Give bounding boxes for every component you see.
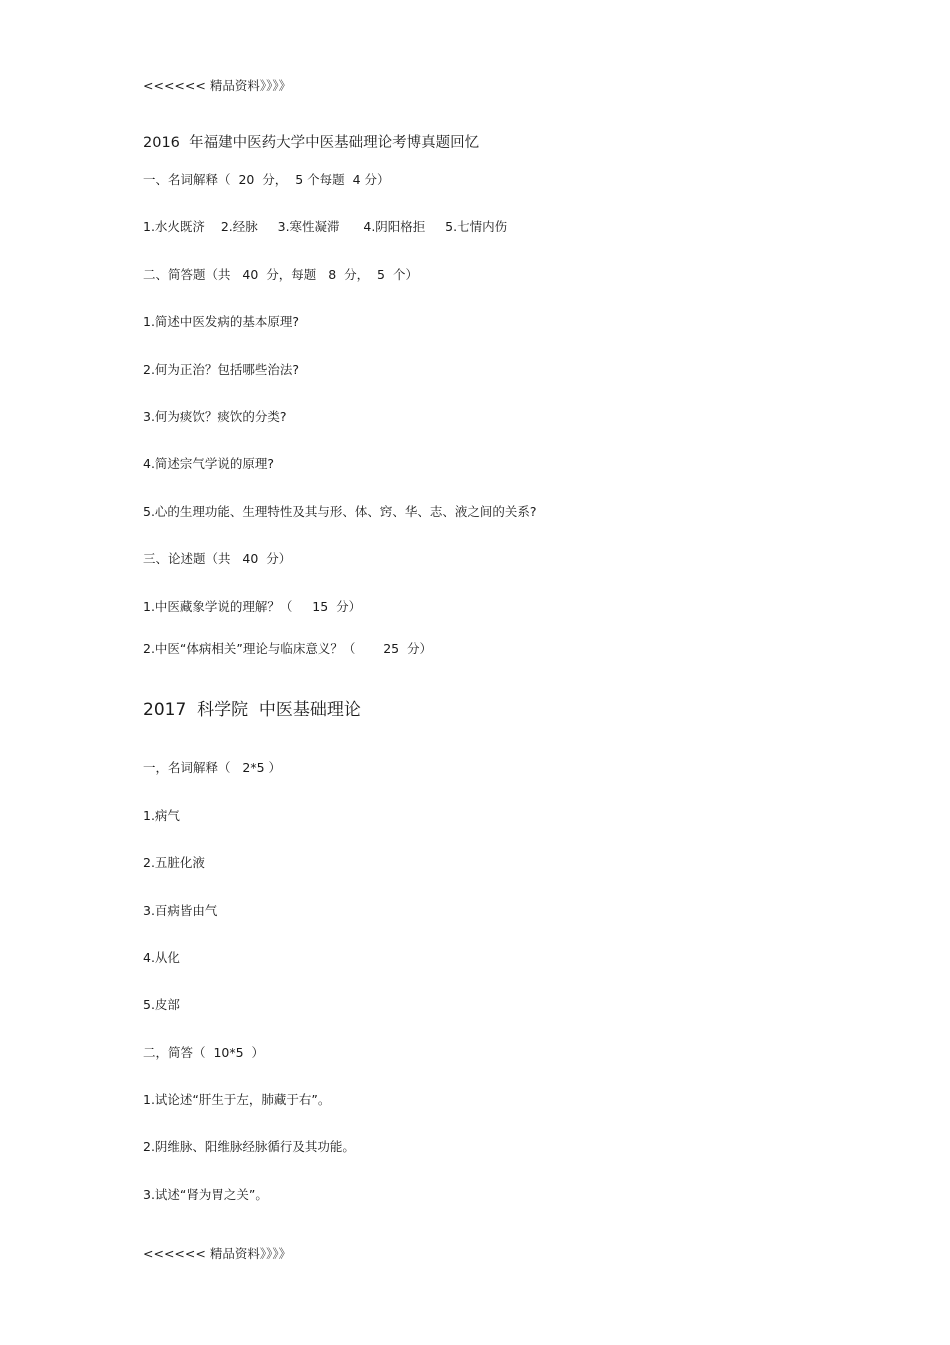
section-2017-part2-item: 1.试论述“肝生于左，肺藏于右”。: [143, 1092, 331, 1107]
section-2017-part1-item: 1.病气: [143, 808, 180, 823]
section-2016-part2-heading: 二、简答题（共 40 分，每题 8 分， 5 个）: [143, 267, 418, 282]
footer-banner: <<<<<< 精品资料》》》》: [143, 1246, 292, 1261]
section-2016-part2-item: 5.心的生理功能、生理特性及其与形、体、窍、华、志、液之间的关系?: [143, 504, 537, 519]
section-2016-title: 2016 年福建中医药大学中医基础理论考博真题回忆: [143, 135, 480, 151]
section-2016-part1-items: 1.水火既济 2.经脉 3.寒性凝滞 4.阴阳格拒 5.七情内伤: [143, 219, 508, 234]
section-2017-part2-heading: 二，简答（ 10*5 ）: [143, 1045, 265, 1060]
section-2017-part2-item: 2.阴维脉、阳维脉经脉循行及其功能。: [143, 1139, 355, 1154]
section-2017-part1-item: 5.皮部: [143, 997, 180, 1012]
section-2016-part3-item: 1.中医藏象学说的理解？（ 15 分）: [143, 599, 362, 614]
section-2016-part2-item: 3.何为痰饮？痰饮的分类?: [143, 409, 287, 424]
section-2017-part2-item: 3.试述“肾为胃之关”。: [143, 1187, 268, 1202]
section-2016-part3-item: 2.中医“体病相关”理论与临床意义？（ 25 分）: [143, 641, 433, 656]
section-2017-part1-item: 4.从化: [143, 950, 180, 965]
section-2017-title: 2017 科学院 中医基础理论: [143, 700, 361, 720]
section-2016-part1-heading: 一、名词解释（ 20 分， 5 个每题 4 分）: [143, 172, 390, 187]
section-2017-part1-item: 2.五脏化液: [143, 855, 205, 870]
header-banner: <<<<<< 精品资料》》》》: [143, 78, 292, 93]
section-2016-part2-item: 1.简述中医发病的基本原理?: [143, 314, 300, 329]
section-2017-part1-item: 3.百病皆由气: [143, 903, 218, 918]
section-2016-part2-item: 2.何为正治？包括哪些治法?: [143, 362, 300, 377]
section-2016-part2-item: 4.简述宗气学说的原理?: [143, 456, 275, 471]
section-2017-part1-heading: 一，名词解释（ 2*5 ）: [143, 760, 282, 775]
section-2016-part3-heading: 三、论述题（共 40 分）: [143, 551, 292, 566]
